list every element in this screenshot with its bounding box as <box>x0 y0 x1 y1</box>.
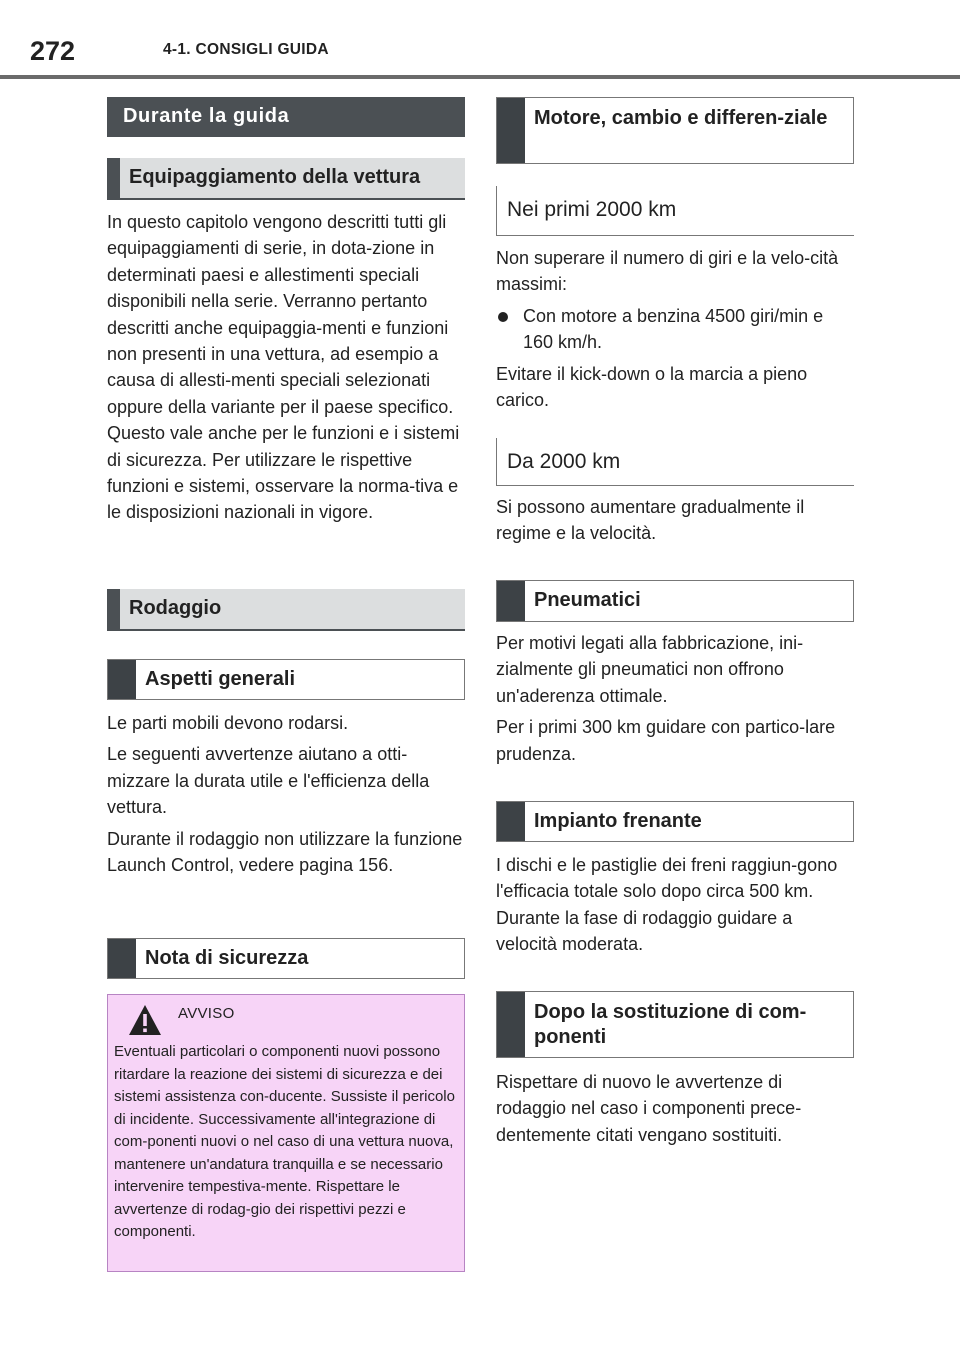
heading-pneumatici <box>496 580 854 622</box>
heading-bar <box>107 158 120 198</box>
heading-dopo-label: Dopo la sostituzione di com-ponenti <box>534 1001 807 1048</box>
bullet-item <box>496 303 856 356</box>
paragraph: In questo capitolo vengono descritti tutti gli equipaggiamenti di serie, in dota-zione in determinati paesi e allestimenti speciali disponibili nella serie. Verranno pertanto descritti anche equipaggia-menti e funzioni non presenti in una vettura, ad esempio a causa di allesti-menti speciali selezionati oppure della variante per il paese specifico. Questo vale anche per le funzioni e i sistemi di sicurezza. Per utilizzare le rispettive funzioni e sistemi, osservare la norma-tiva e le disposizioni nazionali in vigore. <box>107 212 460 523</box>
heading-nei-primi-label: Nei primi 2000 km <box>507 198 677 221</box>
paragraph: Per i primi 300 km guidare con partico-lare prudenza. <box>496 717 836 764</box>
heading-da-2000-label: Da 2000 km <box>507 450 621 473</box>
heading-freni-label: Impianto frenante <box>534 810 702 832</box>
heading-block <box>108 660 136 699</box>
warning-box <box>107 994 465 1272</box>
heading-aspetti-generali <box>107 659 465 700</box>
heading-rodaggio <box>107 589 465 631</box>
heading-block <box>497 581 525 621</box>
heading-aspetti-label: Aspetti generali <box>145 668 296 690</box>
heading-nota-di-sicurezza <box>107 938 465 979</box>
paragraph: Le seguenti avvertenze aiutano a otti-mizzare la durata utile e l'efficienza della vettura. <box>107 744 430 818</box>
nei-primi-text <box>496 245 856 418</box>
paragraph: Non superare il numero di giri e la velo-cità massimi: <box>496 248 839 295</box>
freni-text <box>496 852 856 963</box>
paragraph: Evitare il kick-down o la marcia a pieno carico. <box>496 363 808 411</box>
heading-equipaggiamento <box>107 158 465 200</box>
heading-nota-label: Nota di sicurezza <box>145 947 309 969</box>
heading-vline <box>496 186 497 235</box>
dopo-text <box>496 1069 856 1153</box>
aspetti-text <box>107 710 467 883</box>
bullet-dot-icon <box>498 312 508 322</box>
bullet-text: Con motore a benzina 4500 giri/min e 160 km/h. <box>523 305 824 353</box>
paragraph: I dischi e le pastiglie dei freni raggiun-gono l'efficacia totale solo dopo circa 500 km. Durante la fase di rodaggio guidare a velocità moderata. <box>496 855 838 955</box>
equipaggiamento-text <box>107 209 467 531</box>
da-2000-text <box>496 494 856 552</box>
heading-nei-primi-2000-km <box>496 186 854 236</box>
heading-motore-cambio <box>496 97 854 164</box>
heading-block <box>497 992 525 1057</box>
heading-pneumatici-label: Pneumatici <box>534 589 641 611</box>
heading-bar <box>107 589 120 629</box>
heading-rodaggio-label: Rodaggio <box>129 597 222 619</box>
paragraph: Le parti mobili devono rodarsi. <box>107 713 349 733</box>
page-number: 272 <box>30 36 76 66</box>
section-title: 4-1. CONSIGLI GUIDA <box>163 41 329 58</box>
heading-motore-label: Motore, cambio e differen-ziale <box>534 107 828 129</box>
chapter-band-durante-la-guida: Durante la guida <box>107 97 465 137</box>
heading-vline <box>496 438 497 485</box>
pneumatici-text <box>496 630 856 772</box>
header-rule <box>0 75 960 79</box>
warning-label: AVVISO <box>178 1005 235 1022</box>
paragraph: Per motivi legati alla fabbricazione, ini-zialmente gli pneumatici non offrono un'aderenza ottimale. <box>496 633 804 706</box>
heading-block <box>108 939 136 978</box>
warning-text: Eventuali particolari o componenti nuovi possono ritardare la reazione dei sistemi di sicurezza e dei sistemi assistenza con-ducente. Sussiste il pericolo di incidente. Successivamente all'integrazione di com-ponenti nuovi o nel caso di una vettura nuova, mantenere un'andatura tranquilla e se necessario intervenire tempestiva-mente. Rispettare le avvertenze di rodag-gio dei rispettivi pezzi e componenti. <box>114 1043 455 1240</box>
warning-triangle-icon <box>128 1004 162 1036</box>
heading-da-2000-km <box>496 438 854 486</box>
heading-impianto-frenante <box>496 801 854 842</box>
paragraph: Rispettare di nuovo le avvertenze di rodaggio nel caso i componenti prece-dentemente citati vengano sostituiti. <box>496 1072 802 1145</box>
heading-block <box>497 98 525 163</box>
heading-dopo-sostituzione <box>496 991 854 1058</box>
heading-block <box>497 802 525 841</box>
paragraph: Durante il rodaggio non utilizzare la funzione Launch Control, vedere pagina 156. <box>107 828 463 876</box>
heading-equipaggiamento-label: Equipaggiamento della vettura <box>129 166 421 188</box>
paragraph: Si possono aumentare gradualmente il regime e la velocità. <box>496 497 805 544</box>
